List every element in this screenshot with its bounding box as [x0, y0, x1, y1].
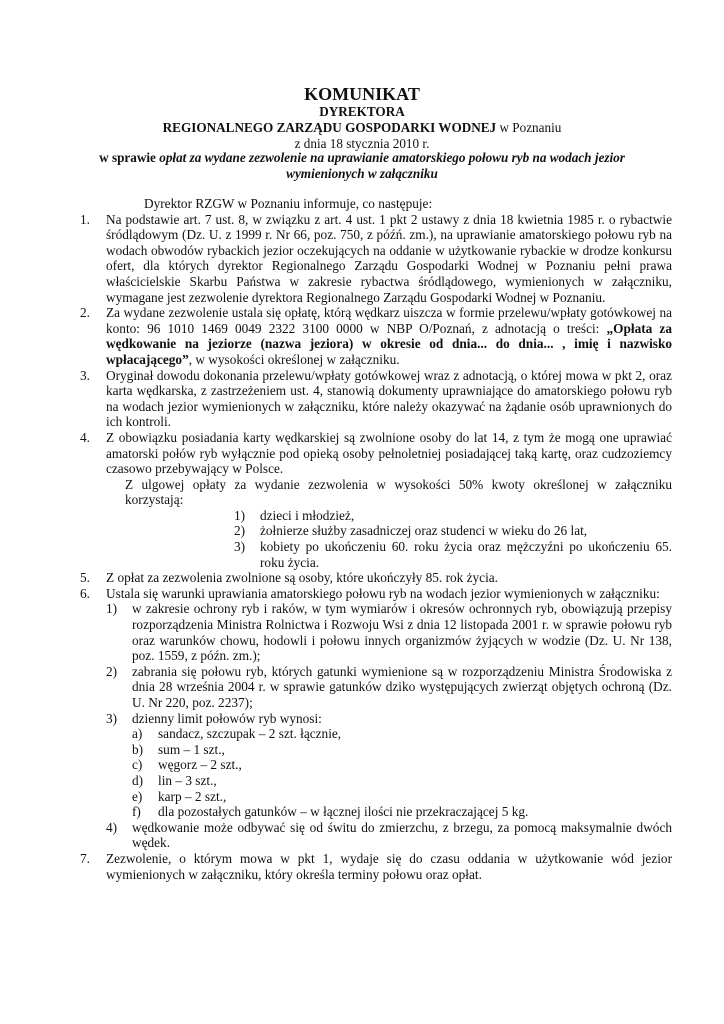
issuer-line-2 [0, 120, 724, 136]
item-text-end: , w wysokości określonej w załączniku. [188, 351, 400, 367]
item-number: 7. [80, 850, 90, 866]
list-item-7 [80, 851, 672, 882]
discount-item-number: 1) [234, 507, 246, 523]
limit-letter: b) [132, 741, 144, 757]
item-text: Zezwolenie, o którym mowa w pkt 1, wydaje się do czasu oddania w użytkowanie wód jezior wymienionych w załączniku, który określa terminy połowu oraz opłat. [106, 850, 672, 882]
limit-letter: e) [132, 788, 143, 804]
main-list [80, 212, 672, 883]
item-text: Z obowiązku posiadania karty wędkarskiej są zwolnione osoby do lat 14, z tym że mogą one uprawiać amatorski połów ryb wyłącznie pod opieką osoby pełnoletniej posiadającej taką kartę, oraz cudzoziemcy czasowo przebywający w Polsce. [106, 429, 672, 477]
limit-text: sum – 1 szt., [158, 741, 225, 757]
issuer-line-1: DYREKTORA [319, 104, 405, 119]
item-text: Oryginał dowodu dokonania przelewu/wpłaty gotówkowej wraz z adnotacją, o której mowa w pkt 2, oraz karta wędkarska, z zastrzeżeniem ust. 4, stanowią dokumenty uprawniające do amatorskiego połowu ryb na wodach jezior wymienionych w załączniku, które należy okazywać na żądanie osób uprawnionych do ich kontroli. [106, 367, 672, 430]
issuer-location: w Poznaniu [496, 120, 562, 135]
discount-item [234, 508, 672, 524]
item-text: Za wydane zezwolenie ustala się opłatę, którą wędkarz uiszcza w formie przelewu/wpłaty gotówkowej na konto: 96 1010 1469 0049 2322 3100 0000 w NBP O/Poznań, z adnotacją o treści: [106, 305, 672, 336]
condition-text: dzienny limit połowów ryb wynosi: [132, 710, 322, 726]
conditions-list [106, 601, 672, 726]
list-item-1 [80, 212, 672, 306]
condition-number: 1) [106, 601, 118, 617]
limit-text: sandacz, szczupak – 2 szt. łącznie, [158, 726, 342, 742]
limit-letter: f) [132, 804, 141, 820]
discount-item-number: 2) [234, 523, 246, 539]
intro-paragraph: Dyrektor RZGW w Poznaniu informuje, co następuje: [144, 196, 433, 211]
limit-text: karp – 2 szt., [158, 788, 227, 804]
list-item-3 [80, 368, 672, 430]
document-date: z dnia 18 stycznia 2010 r. [294, 136, 430, 151]
item-number: 6. [80, 585, 90, 601]
subject-text: opłat za wydane zezwolenie na uprawianie amatorskiego połowu ryb na wodach jezior wymienionych w załączniku [159, 150, 625, 181]
limit-item [132, 757, 672, 773]
item-number: 3. [80, 367, 90, 383]
item-number: 2. [80, 305, 90, 321]
issuer-name: REGIONALNEGO ZARZĄDU GOSPODARKI WODNEJ [162, 120, 497, 135]
item-text: Na podstawie art. 7 ust. 8, w związku z art. 4 ust. 1 pkt 2 ustawy z dnia 18 kwietnia 1985 r. o rybactwie śródlądowym (Dz. U. z 1999 r. Nr 66, poz. 750, z późń. zm.), na uprawianie amatorskiego połowu ryb na wodach obwodów rybackich jezior oczekujących na oddanie w użytkowanie rybackie w drodze konkursu ofert, dla których dyrektor Regionalnego Zarządu Gospodarki Wodnej w Poznaniu pełni prawa właścicielskie Skarbu Państwa w zakresie rybactwa śródlądowego, wymienionych w załączniku, wymagane jest zezwolenie dyrektora Regionalnego Zarządu Gospodarki Wodnej w Poznaniu. [106, 211, 672, 305]
list-item-5 [80, 570, 672, 586]
limit-text: węgorz – 2 szt., [158, 757, 242, 773]
condition-item [106, 711, 672, 727]
discount-item-text: żołnierze służby zasadniczej oraz studenci w wieku do 26 lat, [260, 523, 588, 539]
condition-text: wędkowanie może odbywać się od świtu do zmierzchu, z brzegu, za pomocą maksymalnie dwóch wędek. [132, 819, 672, 851]
condition-number: 4) [106, 819, 118, 835]
condition-text: zabrania się połowu ryb, których gatunki wymienione są w rozporządzeniu Ministra Środowiska z dnia 28 września 2004 r. w sprawie gatunków dziko występujących zwierząt objętych ochroną (Dz. U. Nr 220, poz. 2237); [132, 663, 672, 710]
document-body [80, 196, 672, 882]
discount-item [234, 523, 672, 539]
limit-text: dla pozostałych gatunków – w łącznej ilości nie przekraczającej 5 kg. [158, 804, 529, 820]
discount-item-text: dzieci i młodzież, [260, 507, 355, 523]
item-text: Z opłat za zezwolenia zwolnione są osoby, które ukończyły 85. rok życia. [106, 570, 498, 586]
limit-letter: d) [132, 772, 144, 788]
limit-letter: c) [132, 757, 143, 773]
list-item-6 [80, 586, 672, 851]
payment-note: „Opłata za wędkowanie na jeziorze (nazwa jeziora) w okresie od dnia... do dnia... , imię i nazwisko wpłacającego” [106, 320, 672, 367]
conditions-list-continued [106, 820, 672, 851]
document-title: KOMUNIKAT [304, 84, 420, 104]
limit-item [132, 742, 672, 758]
discount-item-number: 3) [234, 539, 246, 555]
condition-item [106, 664, 672, 711]
condition-number: 3) [106, 710, 118, 726]
list-item-2 [80, 305, 672, 367]
condition-text: w zakresie ochrony ryb i raków, w tym wymiarów i okresów ochronnych ryb, obowiązują przepisy rozporządzenia Ministra Rolnictwa i Rozwoju Wsi z dnia 12 listopada 2001 r. w sprawie połowu ryb oraz warunków chowu, hodowli i połowu innych organizmów żyjących w wodzie (Dz. U. Nr 138, poz. 1559, z późn. zm.); [132, 601, 672, 664]
item-text: Ustala się warunki uprawiania amatorskiego połowu ryb na wodach jezior wymienionych w załączniku: [106, 585, 660, 601]
condition-item [106, 820, 672, 851]
item-number: 1. [80, 211, 90, 227]
limit-item [132, 804, 672, 820]
subject-prefix: w sprawie [99, 150, 160, 165]
limit-item [132, 789, 672, 805]
item-number: 4. [80, 429, 90, 445]
limit-letter: a) [132, 726, 143, 742]
limit-item [132, 773, 672, 789]
limit-item [132, 726, 672, 742]
discount-item [234, 539, 672, 570]
document-subject [70, 150, 654, 182]
limit-text: lin – 3 szt., [158, 772, 217, 788]
discount-list [234, 508, 672, 570]
condition-number: 2) [106, 663, 118, 679]
item-number: 5. [80, 570, 90, 586]
daily-limit-list [106, 726, 672, 820]
discount-paragraph: Z ulgowej opłaty za wydanie zezwolenia w wysokości 50% kwoty określonej w załączniku korzystają: [125, 476, 672, 508]
condition-item [106, 601, 672, 663]
list-item-4 [80, 430, 672, 570]
discount-item-text: kobiety po ukończeniu 60. roku życia oraz mężczyźni po ukończeniu 65. roku życia. [260, 539, 672, 570]
